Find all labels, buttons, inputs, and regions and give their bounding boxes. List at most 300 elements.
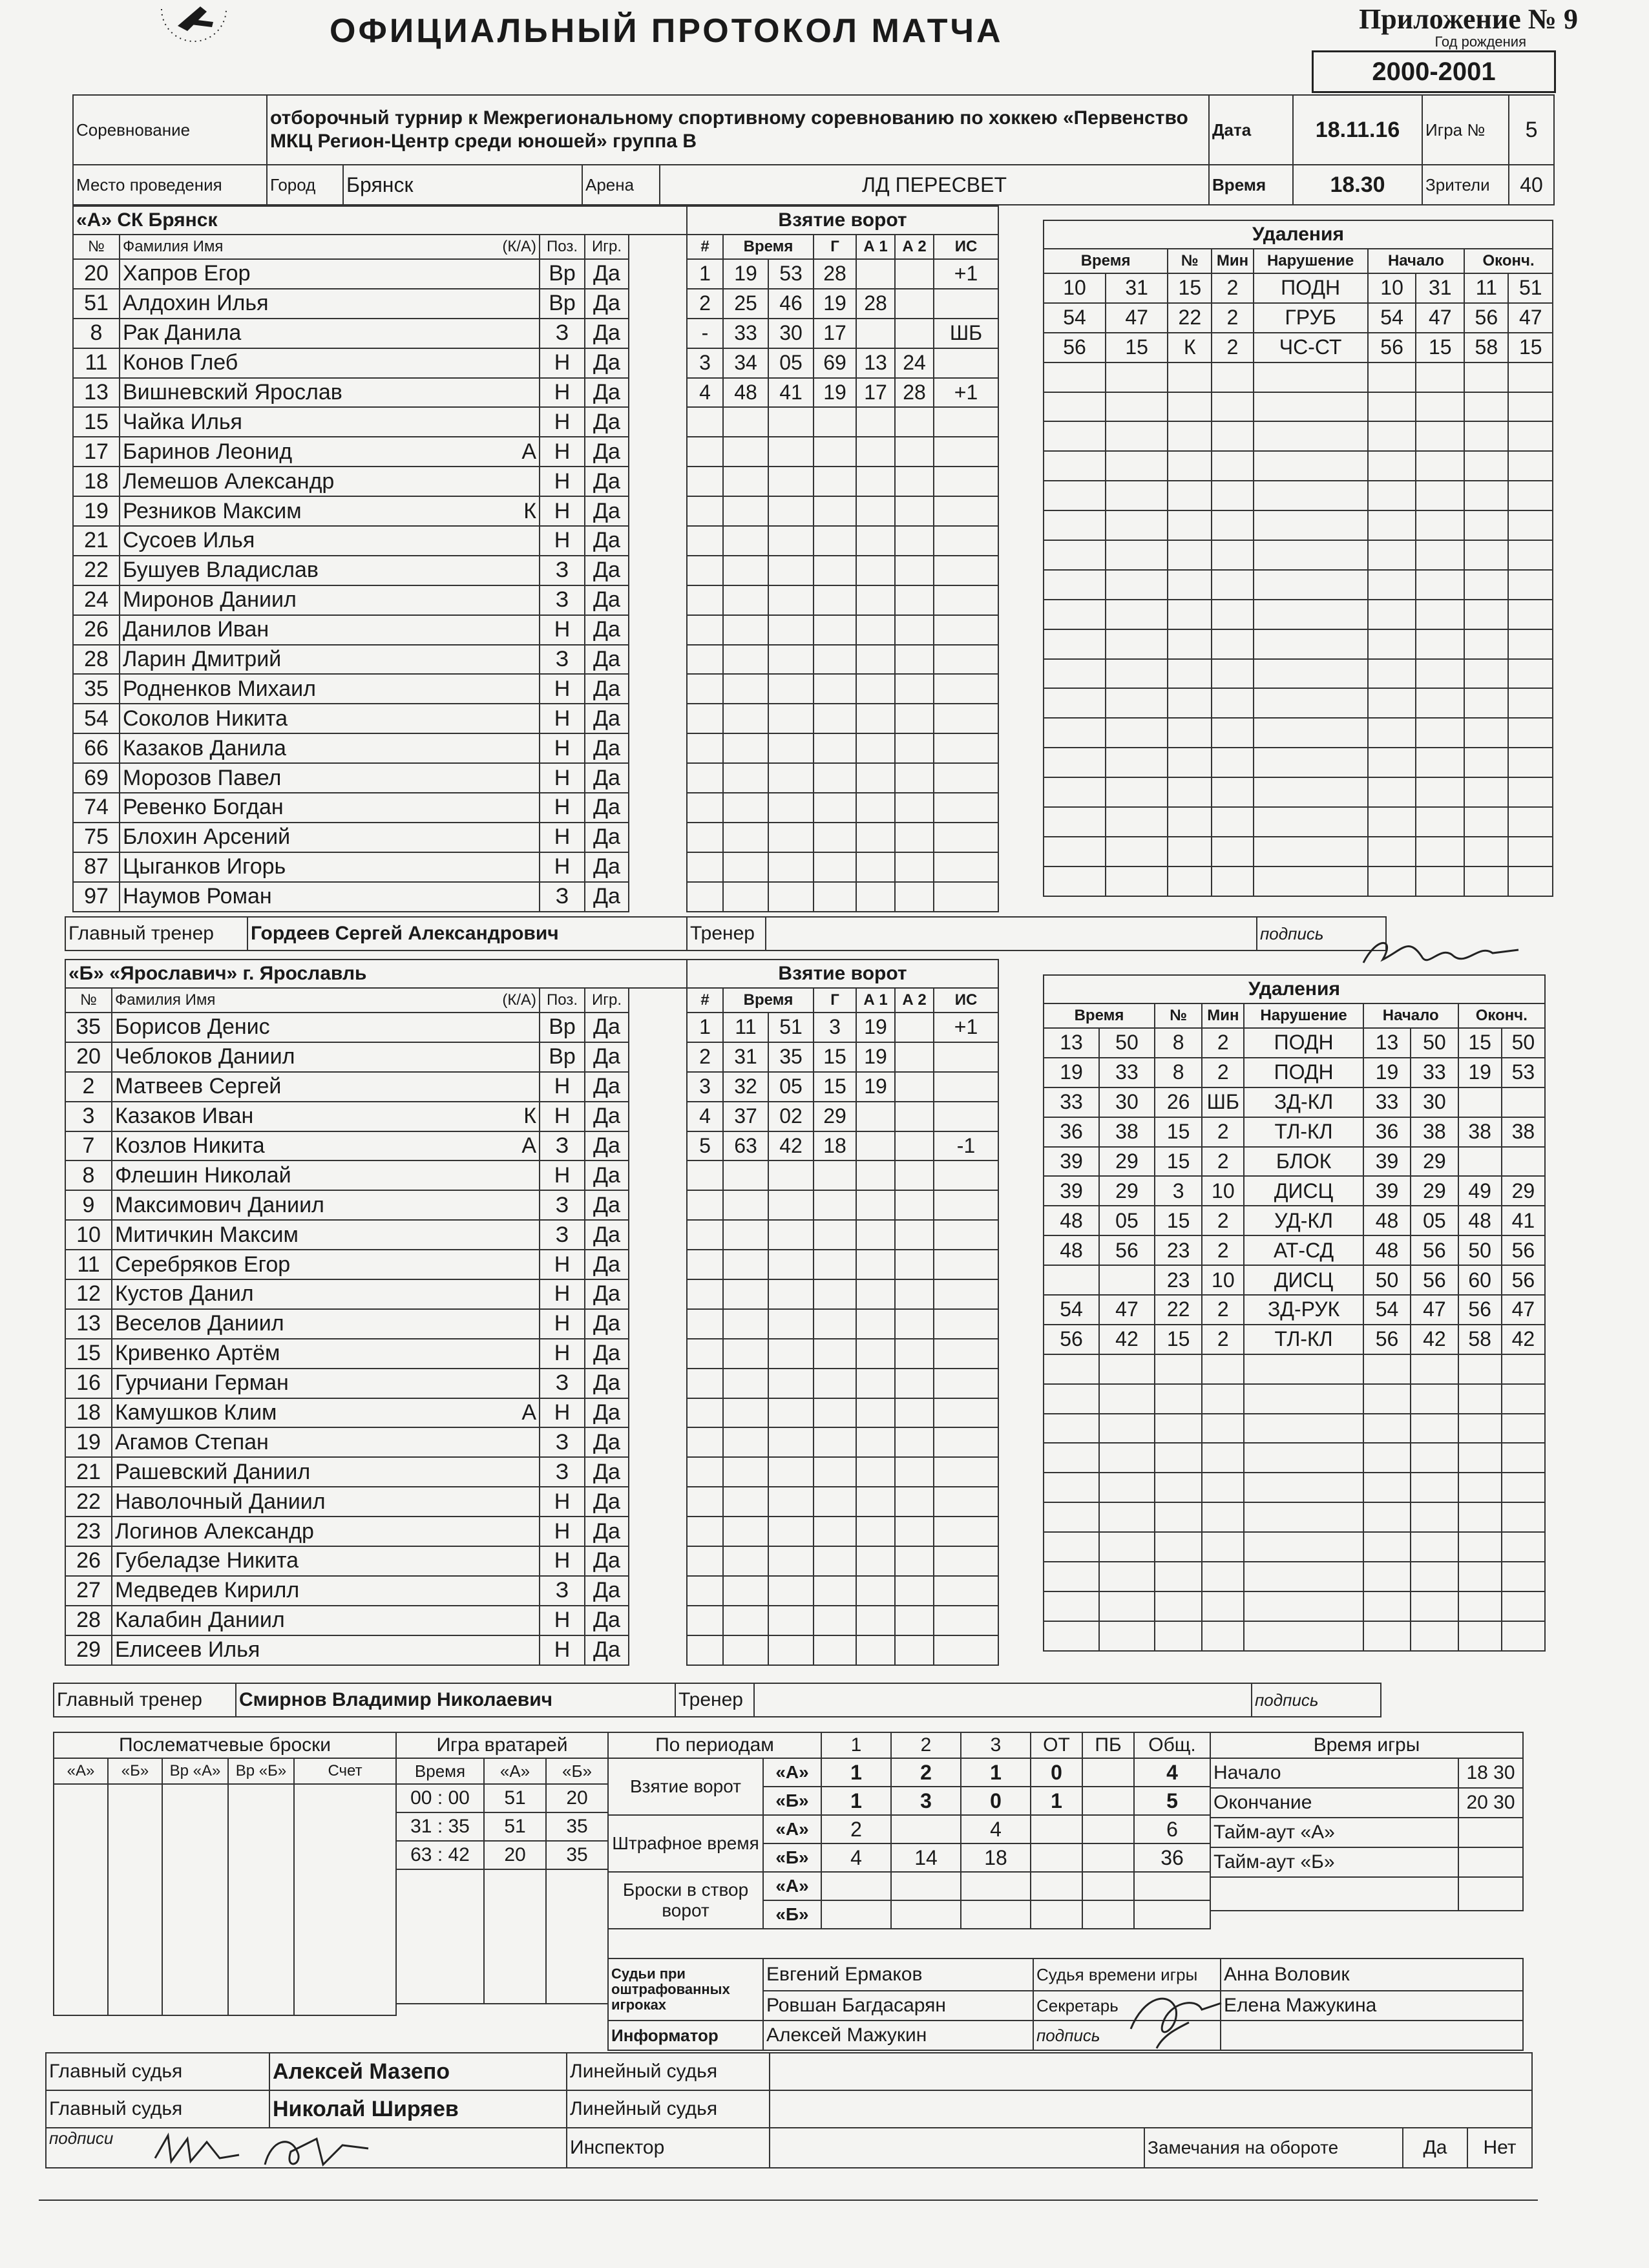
penalty-end-minute: [1458, 1443, 1502, 1473]
appendix-number: Приложение № 9: [1359, 3, 1578, 35]
penalty-row: [1044, 1147, 1545, 1177]
penalty-end-second: 47: [1508, 303, 1553, 333]
penalty-start-second: 50: [1411, 1028, 1458, 1058]
goal-minute: [723, 496, 768, 526]
time-label: Время: [1209, 165, 1293, 205]
penbox-judges-label: Судьи при оштрафованных игроках: [608, 1958, 763, 2021]
penalty-minutes: 10: [1202, 1265, 1244, 1295]
penalty-minute: [1044, 688, 1106, 718]
player-number: 2: [65, 1072, 112, 1102]
goal-assist-2: [895, 1190, 934, 1220]
penalty-end-second: 50: [1502, 1028, 1545, 1058]
period-row-pim: [608, 1815, 1210, 1843]
team-b-roster: [65, 959, 688, 1666]
penalty-minutes: [1212, 421, 1253, 451]
goal-second: [768, 1606, 814, 1635]
goal-spacer: [998, 1072, 1044, 1102]
player-number: 13: [65, 1309, 112, 1339]
player-played: Да: [585, 1576, 629, 1606]
goal-row: [687, 674, 1044, 704]
player-number: 7: [65, 1131, 112, 1161]
player-name: [112, 1072, 540, 1102]
period-value: [1134, 1900, 1210, 1929]
goal-strength: [934, 763, 998, 793]
goal-minute: [723, 1369, 768, 1398]
penalty-end-second: [1508, 629, 1553, 659]
goal-assist-1: [856, 793, 895, 823]
penalty-end-second: 56: [1502, 1265, 1545, 1295]
player-number: 17: [73, 437, 120, 467]
goal-strength: [934, 1160, 998, 1190]
goal-number: [687, 733, 723, 763]
penalty-player: [1155, 1414, 1202, 1444]
periods-title: По периодам: [608, 1732, 821, 1758]
goal-assist-2: 28: [895, 378, 934, 408]
player-name: [112, 1279, 540, 1309]
goal-assist-1: [856, 674, 895, 704]
player-row: [73, 437, 687, 467]
player-name: [112, 1250, 540, 1279]
player-position: З: [540, 645, 585, 675]
penalty-start-second: 15: [1416, 333, 1464, 362]
player-row: [73, 704, 687, 733]
goal-minute: 63: [723, 1131, 768, 1161]
period-value: [891, 1900, 961, 1929]
player-name: [112, 1606, 540, 1635]
player-number: 27: [65, 1576, 112, 1606]
goal-assist-1: 19: [856, 1042, 895, 1072]
goal-number: [687, 882, 723, 912]
goal-strength: [934, 793, 998, 823]
player-position: З: [540, 585, 585, 615]
game-time-table: [1210, 1732, 1524, 1911]
goal-scorer: 15: [814, 1072, 856, 1102]
penalty-second: [1106, 451, 1168, 481]
goal-scorer: 28: [814, 259, 856, 289]
penalty-second: 30: [1099, 1087, 1155, 1117]
goal-minute: [723, 1398, 768, 1428]
penalty-infraction: [1254, 718, 1368, 748]
player-name: [120, 823, 540, 852]
penalty-end-minute: [1464, 837, 1508, 866]
penalty-infraction: [1254, 688, 1368, 718]
penalty-end-minute: 60: [1458, 1265, 1502, 1295]
penalty-end-minute: [1458, 1532, 1502, 1562]
penalty-start-second: [1416, 362, 1464, 392]
player-position: Н: [540, 1398, 585, 1428]
goal-strength: [934, 1072, 998, 1102]
goal-strength: [934, 674, 998, 704]
player-number: 75: [73, 823, 120, 852]
roster-spacer: [629, 1398, 687, 1428]
goalies-title: Игра вратарей: [396, 1732, 608, 1758]
penalty-minute: 48: [1044, 1235, 1099, 1265]
player-number: 10: [65, 1220, 112, 1250]
player-name-text: Губеладзе Никита: [115, 1548, 299, 1573]
game-time-title: Время игры: [1210, 1732, 1523, 1758]
goal-number: [687, 1427, 723, 1457]
penbox-judge-2: Ровшан Багдасарян: [763, 1991, 1033, 2021]
penalty-start-second: 56: [1411, 1265, 1458, 1295]
goal-spacer: [998, 763, 1044, 793]
goal-row: [687, 1576, 1044, 1606]
goal-minute: 19: [723, 259, 768, 289]
player-row: [65, 1546, 687, 1576]
player-row: [73, 526, 687, 556]
goal-assist-2: [895, 793, 934, 823]
penalty-end-minute: 49: [1458, 1176, 1502, 1206]
penalty-end-second: [1508, 540, 1553, 570]
penalty-player: [1168, 570, 1212, 600]
player-name-text: Родненков Михаил: [123, 676, 316, 701]
goal-number: 3: [687, 1072, 723, 1102]
penalty-infraction: ПОДН: [1244, 1028, 1363, 1058]
penalty-start-second: [1411, 1473, 1458, 1502]
period-row-shots: [608, 1872, 1210, 1900]
player-position: Н: [540, 1309, 585, 1339]
goal-strength: [934, 467, 998, 496]
penalty-row: [1044, 1473, 1545, 1502]
goal-minute: 48: [723, 378, 768, 408]
penalty-infraction: [1254, 481, 1368, 510]
goal-assist-2: [895, 763, 934, 793]
penalty-second: 33: [1099, 1058, 1155, 1087]
player-name-text: Серебряков Егор: [115, 1252, 291, 1277]
goal-strength: [934, 496, 998, 526]
player-row: [73, 585, 687, 615]
goal-second: [768, 1160, 814, 1190]
col-played: Игр.: [585, 235, 629, 259]
penalty-second: 42: [1099, 1325, 1155, 1354]
penalty-player: [1168, 777, 1212, 807]
goal-number: [687, 585, 723, 615]
penalty-infraction: [1254, 777, 1368, 807]
referee-label-1: Главный судья: [46, 2053, 269, 2090]
penalty-start-minute: 54: [1368, 303, 1416, 333]
penalty-start-second: 47: [1416, 303, 1464, 333]
player-row: [73, 882, 687, 912]
player-played: Да: [585, 1457, 629, 1487]
penalty-player: [1168, 659, 1212, 689]
penalty-end-minute: [1458, 1591, 1502, 1621]
goal-minute: [723, 1250, 768, 1279]
goal-second: [768, 704, 814, 733]
goal-row: [687, 1309, 1044, 1339]
player-position: З: [540, 556, 585, 585]
goal-row: [687, 1369, 1044, 1398]
penalty-end-minute: [1464, 659, 1508, 689]
penalty-player: 23: [1155, 1265, 1202, 1295]
penalty-player: 15: [1155, 1325, 1202, 1354]
goal-assist-1: [856, 1398, 895, 1428]
player-name: [120, 733, 540, 763]
col-name: Фамилия Имя (К/А): [120, 235, 540, 259]
penalty-end-minute: [1464, 362, 1508, 392]
game-number-label: Игра №: [1422, 95, 1509, 165]
player-number: 8: [65, 1160, 112, 1190]
secretary: Елена Мажукина: [1221, 1991, 1523, 2021]
penalty-infraction: [1244, 1621, 1363, 1651]
penalty-player: [1155, 1562, 1202, 1591]
goal-assist-2: [895, 1131, 934, 1161]
assist1-header-b: А 1: [856, 988, 895, 1013]
player-played: Да: [585, 615, 629, 645]
player-played: Да: [585, 1102, 629, 1131]
penalty-end-minute: [1464, 481, 1508, 510]
player-played: Да: [585, 289, 629, 319]
penalty-minutes: [1212, 866, 1253, 896]
goal-minute: [723, 1160, 768, 1190]
penalty-start-minute: [1368, 777, 1416, 807]
goal-assist-2: [895, 585, 934, 615]
goal-assist-2: [895, 1339, 934, 1369]
penalty-second: [1106, 510, 1168, 540]
period-value: [1031, 1843, 1082, 1872]
informer-label: Информатор: [608, 2021, 763, 2050]
goal-number: [687, 467, 723, 496]
goal-second: [768, 1279, 814, 1309]
player-position: Н: [540, 852, 585, 882]
goal-assist-2: [895, 1250, 934, 1279]
referees-signature-icon: [149, 2126, 381, 2178]
goal-assist-2: [895, 1606, 934, 1635]
goal-scorer: [814, 704, 856, 733]
player-played: Да: [585, 467, 629, 496]
goal-assist-1: [856, 496, 895, 526]
goal-minute: [723, 1635, 768, 1665]
penalty-second: [1106, 600, 1168, 629]
goal-scorer: [814, 852, 856, 882]
period-group-label-goals: Взятие ворот: [608, 1758, 763, 1815]
penalty-player: [1168, 540, 1212, 570]
goal-number: [687, 852, 723, 882]
shootout-col-goalie-b: Вр «Б»: [228, 1758, 294, 1784]
goal-row: [687, 407, 1044, 437]
goal-spacer: [998, 733, 1044, 763]
penalty-infraction: [1254, 362, 1368, 392]
penalty-minutes: [1212, 451, 1253, 481]
pen-end-header-b: Оконч.: [1458, 1003, 1545, 1028]
goal-assist-2: [895, 1369, 934, 1398]
informer: Алексей Мажукин: [763, 2021, 1033, 2050]
penalty-end-minute: 58: [1458, 1325, 1502, 1354]
goal-spacer: [998, 645, 1044, 675]
goal-minute: [723, 1517, 768, 1546]
period-value: 4: [1134, 1758, 1210, 1787]
goal-second: [768, 674, 814, 704]
player-name-text: Ревенко Богдан: [123, 795, 284, 820]
penalty-infraction: ЧС-СТ: [1254, 333, 1368, 362]
player-row: [65, 1160, 687, 1190]
penalty-minutes: [1212, 837, 1253, 866]
penalty-end-minute: 19: [1458, 1058, 1502, 1087]
player-name: [120, 526, 540, 556]
goals-title-a: Взятие ворот: [687, 206, 998, 235]
player-played: Да: [585, 1279, 629, 1309]
penalty-second: [1106, 570, 1168, 600]
goal-scorer: [814, 585, 856, 615]
penalty-minutes: [1202, 1532, 1244, 1562]
penalty-second: 31: [1106, 273, 1168, 303]
penalty-end-minute: [1458, 1502, 1502, 1532]
period-value: 4: [821, 1843, 891, 1872]
player-number: 22: [65, 1487, 112, 1517]
assist2-header-b: А 2: [895, 988, 934, 1013]
goal-assist-1: [856, 556, 895, 585]
goal-strength: [934, 1487, 998, 1517]
roster-spacer: [629, 259, 687, 289]
goal-assist-1: [856, 526, 895, 556]
linesman-label-1: Линейный судья: [567, 2053, 770, 2090]
penalty-end-second: 53: [1502, 1058, 1545, 1087]
period-value: 1: [821, 1758, 891, 1787]
roster-spacer: [629, 704, 687, 733]
player-position: Н: [540, 526, 585, 556]
goal-row: [687, 1072, 1044, 1102]
goal-row: [687, 645, 1044, 675]
penalty-infraction: [1254, 540, 1368, 570]
signature-label-b: подпись: [1252, 1683, 1381, 1717]
goal-assist-2: [895, 1427, 934, 1457]
goal-assist-1: 13: [856, 348, 895, 378]
penalty-row: [1044, 629, 1553, 659]
penalty-end-minute: [1464, 629, 1508, 659]
period-group-label-shots: Броски в створ ворот: [608, 1872, 763, 1929]
goal-spacer: [998, 1606, 1044, 1635]
goal-minute: [723, 852, 768, 882]
player-played: Да: [585, 378, 629, 408]
penalty-start-minute: [1363, 1532, 1411, 1562]
player-row: [65, 1457, 687, 1487]
penalty-minutes: [1212, 777, 1253, 807]
penalty-minutes: [1212, 688, 1253, 718]
penalty-minutes: [1202, 1384, 1244, 1414]
goal-strength: [934, 1427, 998, 1457]
penalty-minute: 10: [1044, 273, 1106, 303]
player-row: [65, 1250, 687, 1279]
goal-assist-1: [856, 615, 895, 645]
period-value: 2: [821, 1815, 891, 1843]
goal-assist-2: [895, 1457, 934, 1487]
goal-number: 4: [687, 1102, 723, 1131]
pen-no-header: №: [1168, 249, 1212, 273]
penalty-end-minute: [1458, 1384, 1502, 1414]
goal-row: [687, 1160, 1044, 1190]
penalty-second: [1106, 629, 1168, 659]
arena: ЛД ПЕРЕСВЕТ: [660, 165, 1209, 205]
penalty-infraction: [1244, 1384, 1363, 1414]
penalty-infraction: [1254, 510, 1368, 540]
penalty-start-minute: [1363, 1562, 1411, 1591]
player-name-text: Рак Данила: [123, 320, 242, 346]
player-row: [65, 1042, 687, 1072]
goal-row: [687, 823, 1044, 852]
penalty-second: 05: [1099, 1206, 1155, 1235]
penalty-infraction: ПОДН: [1254, 273, 1368, 303]
penalty-infraction: [1254, 392, 1368, 422]
goal-spacer: [998, 1576, 1044, 1606]
goal-assist-1: [856, 882, 895, 912]
penalty-start-second: [1411, 1532, 1458, 1562]
player-name: [120, 645, 540, 675]
penalty-second: 50: [1099, 1028, 1155, 1058]
player-position: Н: [540, 1102, 585, 1131]
penalty-player: 22: [1155, 1295, 1202, 1325]
penalty-end-minute: [1464, 392, 1508, 422]
secretary-signature-icon: [1118, 1984, 1228, 2055]
goal-row: [687, 259, 1044, 289]
goal-second: 46: [768, 289, 814, 319]
penalty-start-second: 47: [1411, 1295, 1458, 1325]
roster-spacer: [629, 1427, 687, 1457]
goal-spacer: [998, 1102, 1044, 1131]
player-played: Да: [585, 1190, 629, 1220]
player-position: Н: [540, 823, 585, 852]
goal-scorer: 3: [814, 1013, 856, 1042]
captain-mark: К: [523, 1104, 536, 1129]
period-value: 36: [1134, 1843, 1210, 1872]
player-row: [65, 1072, 687, 1102]
goal-spacer: [998, 1131, 1044, 1161]
goal-assist-2: [895, 704, 934, 733]
player-number: 9: [65, 1190, 112, 1220]
goal-strength: ШБ: [934, 319, 998, 348]
goal-strength: [934, 645, 998, 675]
penalty-end-minute: [1464, 688, 1508, 718]
penalty-minutes: 2: [1202, 1235, 1244, 1265]
penalty-start-second: [1411, 1354, 1458, 1384]
goal-number: [687, 556, 723, 585]
goal-second: [768, 1487, 814, 1517]
penalty-start-second: 42: [1411, 1325, 1458, 1354]
penalty-end-minute: [1464, 777, 1508, 807]
penalty-minutes: [1212, 481, 1253, 510]
col-position-b: Поз.: [540, 988, 585, 1013]
penalty-end-second: [1502, 1562, 1545, 1591]
goal-row: [687, 882, 1044, 912]
period-team: «Б»: [763, 1787, 821, 1815]
player-position: Н: [540, 437, 585, 467]
player-row: [65, 1190, 687, 1220]
goal-assist-1: [856, 852, 895, 882]
game-start: 18 30: [1458, 1758, 1523, 1788]
goal-row: [687, 1487, 1044, 1517]
game-start-label: Начало: [1210, 1758, 1458, 1788]
goal-second: [768, 1457, 814, 1487]
period-value: [1082, 1872, 1134, 1900]
penalty-minute: 19: [1044, 1058, 1099, 1087]
roster-spacer: [629, 378, 687, 408]
goalie-row: [396, 1784, 608, 1812]
game-end-label: Окончание: [1210, 1788, 1458, 1818]
goal-minute: [723, 1457, 768, 1487]
player-number: 20: [73, 259, 120, 289]
penalty-start-minute: [1368, 866, 1416, 896]
player-played: Да: [585, 1369, 629, 1398]
goal-number: [687, 1369, 723, 1398]
roster-spacer: [629, 1576, 687, 1606]
player-number: 21: [65, 1457, 112, 1487]
penalty-row: [1044, 718, 1553, 748]
goal-row: [687, 1339, 1044, 1369]
penalty-player: [1155, 1532, 1202, 1562]
penalty-end-second: 41: [1502, 1206, 1545, 1235]
penalty-minute: 39: [1044, 1147, 1099, 1177]
goal-second: [768, 1309, 814, 1339]
penalty-minute: [1044, 659, 1106, 689]
player-position: Н: [540, 348, 585, 378]
penalty-end-second: 56: [1502, 1235, 1545, 1265]
